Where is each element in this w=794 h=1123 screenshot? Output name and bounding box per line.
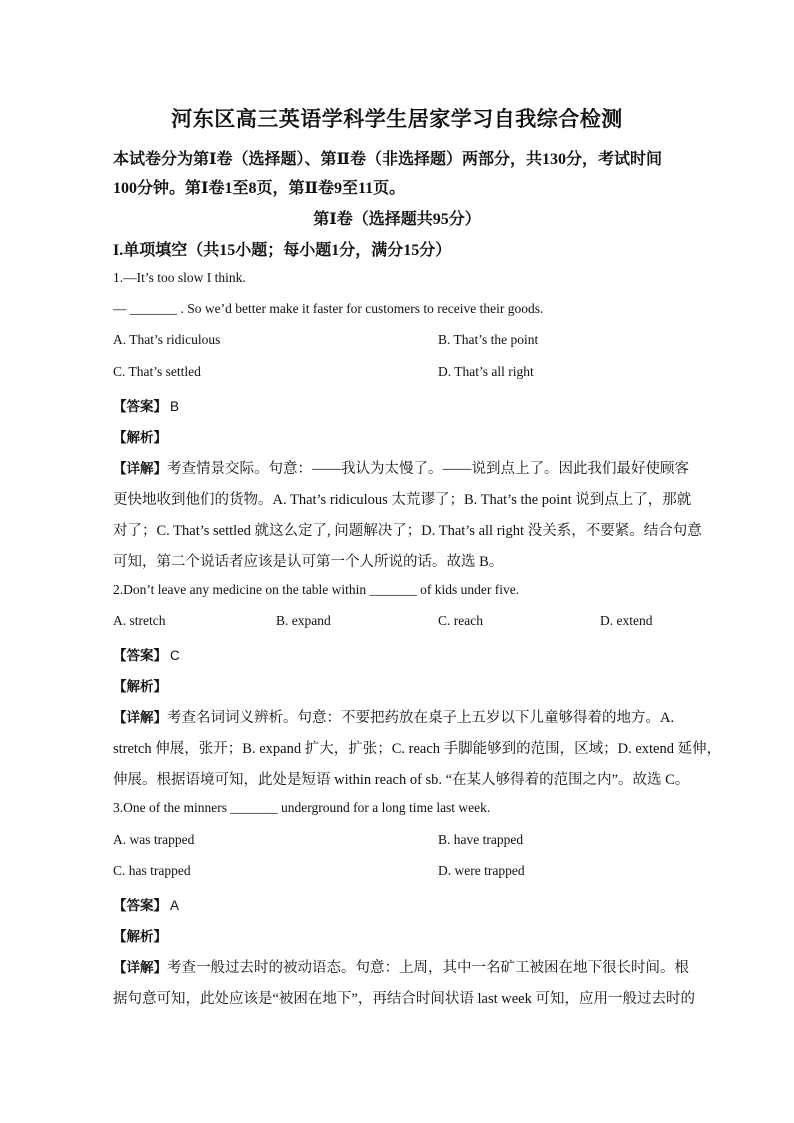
question-2-option-c: C. reach <box>438 613 483 628</box>
question-2-option-b: B. expand <box>276 613 331 628</box>
question-2-detail-line-1 <box>113 706 674 727</box>
intro-line-2: 100分钟。第Ⅰ卷1至8页，第Ⅱ卷9至11页。 <box>113 180 406 197</box>
question-3-analysis-label <box>113 925 167 945</box>
section-heading: I.单项填空（共15小题；每小题1分，满分15分） <box>113 242 452 259</box>
detail-text: 考查一般过去时的被动语态。句意：上周，其中一名矿工被困在地下很长时间。根 <box>167 960 689 976</box>
question-2-analysis-label <box>113 675 167 695</box>
question-2-stem: 2.Don’t leave any medicine on the table within _______ of kids under five. <box>113 582 520 597</box>
question-2-detail-line-3: 伸展。根据语境可知，此处是短语 within reach of sb. “在某人够得着的范围之内”。故选 C。 <box>113 772 690 788</box>
question-1-stem: 1.—It’s too slow I think. <box>113 270 246 285</box>
answer-value: B <box>170 399 180 414</box>
question-1-analysis-label <box>113 426 167 446</box>
question-3-option-d: D. were trapped <box>438 863 525 878</box>
question-1-detail-line-4: 可知，第二个说话者应该是认可第一个人所说的话。故选 B。 <box>113 554 504 570</box>
part-heading: 第Ⅰ卷（选择题共95分） <box>313 211 481 228</box>
question-3-detail-line-1 <box>113 956 689 977</box>
question-2-answer <box>113 644 180 664</box>
answer-label: 【答案】 <box>113 399 167 415</box>
question-1-option-c: C. That’s settled <box>113 364 201 379</box>
answer-label: 【答案】 <box>113 898 167 914</box>
detail-text: 考查情景交际。句意：——我认为太慢了。——说到点上了。因此我们最好使顾客 <box>167 461 689 477</box>
question-3-option-b: B. have trapped <box>438 832 524 847</box>
question-1-answer <box>113 395 179 415</box>
question-1-option-a: A. That’s ridiculous <box>113 332 221 347</box>
document-title: 河东区高三英语学科学生居家学习自我综合检测 <box>171 107 623 131</box>
analysis-label: 【解析】 <box>113 679 167 695</box>
question-3-option-c: C. has trapped <box>113 863 191 878</box>
intro-line-1: 本试卷分为第Ⅰ卷（选择题）、第Ⅱ卷（非选择题）两部分，共130分，考试时间 <box>113 151 662 168</box>
question-3-answer <box>113 894 179 914</box>
answer-value: C <box>170 648 180 663</box>
question-1-option-d: D. That’s all right <box>438 364 534 379</box>
question-1-option-b: B. That’s the point <box>438 332 539 347</box>
question-3-detail-line-2: 据句意可知，此处应该是“被困在地下”，再结合时间状语 last week 可知，应用一般过去时的 <box>113 991 695 1007</box>
analysis-label: 【解析】 <box>113 430 167 446</box>
detail-label: 【详解】 <box>113 461 167 477</box>
question-1-detail-line-1 <box>113 457 689 478</box>
question-2-option-a: A. stretch <box>113 613 166 628</box>
detail-label: 【详解】 <box>113 960 167 976</box>
question-1-stem-line-2: — _______ . So we’d better make it faster for customers to receive their goods. <box>113 301 544 316</box>
question-1-detail-line-2: 更快地收到他们的货物。A. That’s ridiculous 太荒谬了；B. That’s the point 说到点上了，那就 <box>113 492 692 508</box>
question-2-option-d: D. extend <box>600 613 653 628</box>
answer-label: 【答案】 <box>113 648 167 664</box>
question-1-detail-line-3: 对了；C. That’s settled 就这么定了, 问题解决了；D. That’s all right 没关系，不要紧。结合句意 <box>113 523 702 539</box>
question-2-detail-line-2: stretch 伸展，张开；B. expand 扩大，扩张；C. reach 手脚能够到的范围，区域；D. extend 延伸， <box>113 741 722 757</box>
question-3-stem: 3.One of the minners _______ underground for a long time last week. <box>113 800 491 815</box>
analysis-label: 【解析】 <box>113 929 167 945</box>
detail-label: 【详解】 <box>113 710 167 726</box>
detail-text: 考查名词词义辨析。句意：不要把药放在桌子上五岁以下儿童够得着的地方。A. <box>167 710 675 726</box>
question-3-option-a: A. was trapped <box>113 832 195 847</box>
answer-value: A <box>170 898 180 913</box>
